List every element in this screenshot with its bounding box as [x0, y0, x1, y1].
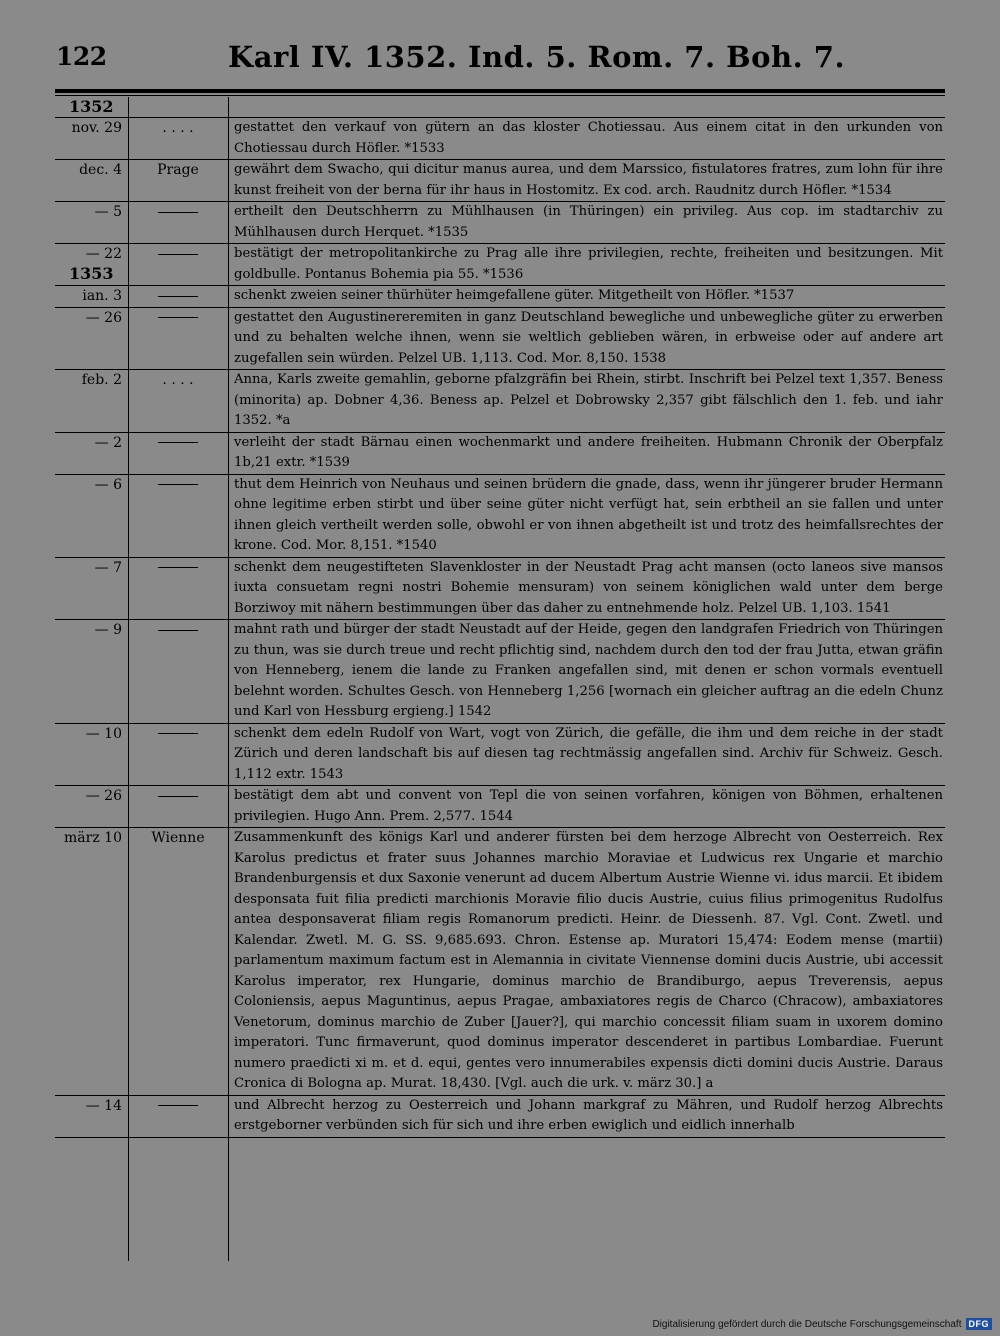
year-heading-1352	[55, 97, 945, 118]
entry-place: Prage	[157, 162, 199, 178]
entry-text: schenkt dem neugestifteten Slavenkloster in der Neustadt Prag acht mansen (octo laneos sive mansos iuxta consuetam regni nostri Bohemie mensuram) von seinem königlichen wald unter dem berge Borziwoy mit nähern bestimmungen über das daher zu entnehmende holz. Pelzel UB. 1,103. 1541	[234, 559, 943, 616]
entry-place: . . . .	[162, 372, 194, 388]
entry-place	[128, 244, 228, 285]
entry-text: Anna, Karls zweite gemahlin, geborne pfalzgräfin bei Rhein, stirbt. Inschrift bei Pelzel text 1,357. Beness (minorita) ap. Dobner 4,36. Beness ap. Pelzel et Dobrowsky 2,357 gibt fälschlich den 1. feb. und iahr 1352. *a	[234, 372, 943, 428]
entry-date: nov. 29	[71, 120, 122, 136]
entry-date: — 26	[85, 788, 122, 804]
year-1352: 1352	[69, 97, 114, 116]
entry-date: — 5	[94, 204, 122, 220]
register-entry	[55, 475, 945, 558]
entry-date: — 6	[94, 476, 122, 493]
entries-1352	[55, 118, 945, 286]
ditto-dash	[158, 796, 198, 797]
entry-date: — 7	[94, 559, 122, 576]
entry-place	[128, 558, 228, 620]
register-entry	[55, 286, 945, 308]
entry-text: thut dem Heinrich von Neuhaus und seinen brüdern die gnade, dass, wenn ihr jüngerer bruder Hermann ohne legitime erben stirbt und über seine güter nicht verfügt hat, sein erbtheil an sie fallen und unter ihnen gleich vertheilt werden solle, obwohl er von ihnen abgetheilt ist und trotz des heimfallsrechtes der krone. Cod. Mor. 8,151. *1540	[234, 476, 943, 553]
entry-text: gewährt dem Swacho, qui dicitur manus aurea, und dem Marssico, fistulatores fratres, zum lohn für ihre kunst freiheit von der berna für ihr haus in Hostomitz. Ex cod. arch. Raudnitz durch Höfler. *1534	[234, 162, 943, 198]
entry-text: mahnt rath und bürger der stadt Neustadt auf der Heide, gegen den landgrafen Friedrich von Thüringen zu thun, was sie durch treue und recht pflichtig sind, nachdem durch den tod der frau Jutta, etwan gräfin von Henneberg, ienem die lande zu Franken angefallen sind, mit denen er schon vormals eventuell belehnt worden. Schultes Gesch. von Henneberg 1,256 [wornach ein gleicher auftrag an die edeln Chunz und Karl von Hessburg ergieng.] 1542	[234, 622, 943, 719]
header-rule-thin	[55, 95, 945, 96]
register-entry	[55, 244, 945, 286]
ditto-dash	[158, 1105, 198, 1106]
entry-text: bestätigt der metropolitankirche zu Prag alle ihre privilegien, rechte, freiheiten und besitzungen. Mit goldbulle. Pontanus Bohemia pia 55. *1536	[234, 246, 943, 282]
entry-place	[128, 786, 228, 827]
entry-text: schenkt zweien seiner thürhüter heimgefallene güter. Mitgetheilt von Höfler. *1537	[234, 288, 795, 303]
entry-place	[128, 286, 228, 307]
entry-date: ian. 3	[82, 288, 122, 304]
entry-date: feb. 2	[81, 372, 122, 388]
ditto-dash	[158, 254, 198, 255]
entry-text: ertheilt den Deutschherrn zu Mühlhausen (in Thüringen) ein privileg. Aus cop. im stadtarchiv zu Mühlhausen durch Herquet. *1535	[234, 204, 943, 240]
register-table	[55, 97, 945, 1138]
register-entry	[55, 433, 945, 475]
register-entry	[55, 202, 945, 244]
ditto-dash	[158, 567, 198, 568]
entry-date: — 2	[94, 434, 122, 451]
entry-text: gestattet den Augustinereremiten in ganz Deutschland bewegliche und unbewegliche güter zu erwerben und zu behalten welche ihnen, wenn sie weltlich geblieben wären, in erbweise oder auf andere art zugefallen sein würden. Pelzel UB. 1,113. Cod. Mor. 8,150. 1538	[234, 309, 943, 366]
running-title: Karl IV. 1352. Ind. 5. Rom. 7. Boh. 7.	[228, 40, 846, 74]
entry-place	[128, 724, 228, 786]
entry-date: — 14	[85, 1097, 122, 1114]
header-rule-thick	[55, 89, 945, 93]
entry-date: — 22	[85, 246, 122, 262]
dfg-logo: DFG	[966, 1318, 993, 1330]
page-header	[0, 0, 1000, 90]
page-number: 122	[56, 42, 107, 71]
register-entry	[55, 308, 945, 371]
register-entry	[55, 828, 945, 1096]
entry-place	[128, 433, 228, 474]
year-1353: 1353	[69, 264, 114, 283]
entry-place: Wienne	[151, 830, 205, 846]
entry-place	[128, 475, 228, 557]
entry-place: . . . .	[162, 120, 194, 136]
entry-date: — 26	[85, 309, 122, 326]
register-entry	[55, 620, 945, 724]
ditto-dash	[158, 317, 198, 318]
register-entry	[55, 786, 945, 828]
entry-text: verleiht der stadt Bärnau einen wochenmarkt und andere freiheiten. Hubmann Chronik der Oberpfalz 1b,21 extr. *1539	[234, 434, 943, 470]
entry-text: Zusammenkunft des königs Karl und anderer fürsten bei dem herzoge Albrecht von Oesterreich. Rex Karolus predictus et frater suus Johannes marchio Moraviae et Ludwicus rex Ungarie et marchio Brandenburgensis et dux Saxonie venerunt ad ducem Albertum Austrie Wienne vi. idus marcii. Et ibidem desponsata fuit filia predicti marchionis Moravie filio ducis Austrie, cuius filius primogenitus Rudolfus antea desponsaverat filiam regis Romanorum predicti. Heinr. de Diessenh. 87. Vgl. Cont. Zwetl. und Kalendar. Zwetl. M. G. SS. 9,685.693. Chron. Estense ap. Muratori 15,474: Eodem mense (martii) parlamentum maximum factum est in Alemannia in civitate Viennense domini ducis Austrie, ubi accessit Karolus imperator, rex Hungarie, dominus marchio de Brandiburgo, aepus Treverensis, aepus Coloniensis, aepus Maguntinus, aepus Pragae, ambaxiatores regis de Charco (Chracow), ambaxiatores Venetorum, dominus marchio de Zuber [Jauer?], qui marchio concessit filiam suam in uxorem domino imperatori. Tunc firmaverunt, quod dominus imperator descenderet in partibus Lombardiae. Fuerunt numero praedicti xi m. et d. equi, gentes vero innumerabiles expensis dicti domini ducis Austrie. Daraus Cronica di Bologna ap. Murat. 18,430. [Vgl. auch die urk. v. märz 30.] a	[234, 830, 943, 1091]
register-entry	[55, 1096, 945, 1138]
ditto-dash	[158, 442, 198, 443]
entry-text: gestattet den verkauf von gütern an das kloster Chotiessau. Aus einem citat in den urkunden von Chotiessau durch Höfler. *1533	[234, 120, 943, 156]
register-entry	[55, 724, 945, 787]
ditto-dash	[158, 212, 198, 213]
register-entry	[55, 160, 945, 202]
ditto-dash	[158, 484, 198, 485]
entry-text: und Albrecht herzog zu Oesterreich und Johann markgraf zu Mähren, und Rudolf herzog Albrechts erstgeborner verbünden sich für sich und ihre erben ewiglich und eidlich innerhalb	[234, 1097, 943, 1133]
entry-place	[128, 620, 228, 723]
register-entry	[55, 118, 945, 160]
register-entry	[55, 370, 945, 433]
entry-place	[128, 1096, 228, 1137]
entry-text: schenkt dem edeln Rudolf von Wart, vogt von Zürich, die gefälle, die ihm und dem reiche in der stadt Zürich und deren landschaft bis auf diesen tag rechtmässig angefallen sind. Archiv für Schweiz. Gesch. 1,112 extr. 1543	[234, 725, 943, 782]
ditto-dash	[158, 630, 198, 631]
entry-place	[128, 308, 228, 370]
register-entry	[55, 558, 945, 621]
footer-credit-text: Digitalisierung gefördert durch die Deutsche Forschungsgemeinschaft	[652, 1318, 962, 1330]
entry-date: märz 10	[64, 830, 122, 846]
ditto-dash	[158, 296, 198, 297]
footer-credit	[652, 1318, 992, 1330]
entry-date: — 10	[85, 725, 122, 742]
ditto-dash	[158, 733, 198, 734]
entry-date: dec. 4	[79, 162, 122, 178]
entry-place	[128, 202, 228, 243]
entry-text: bestätigt dem abt und convent von Tepl die von seinen vorfahren, königen von Böhmen, erhaltenen privilegien. Hugo Ann. Prem. 2,577. 1544	[234, 788, 943, 824]
entry-date: — 9	[94, 622, 122, 638]
entries-1353	[55, 286, 945, 1138]
